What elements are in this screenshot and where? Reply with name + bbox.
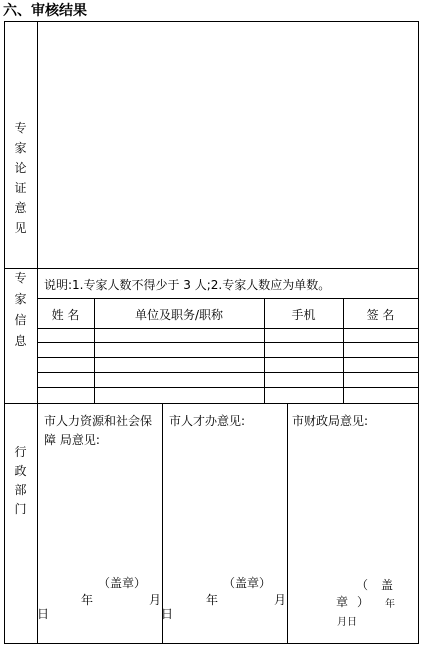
hr-day: 日 [37, 607, 50, 621]
talent-day: 日 [161, 607, 174, 621]
expert-opinion-label: 专 家 论 证 意 见 [14, 121, 27, 235]
talent-month: 月 [274, 593, 287, 607]
hr-bureau-opinion-line1: 市人力资源和社会保 [44, 414, 153, 428]
talent-year: 年 [206, 593, 219, 607]
column-header-name: 姓 名 [51, 308, 80, 322]
column-header-phone: 手机 [291, 308, 316, 322]
hr-bureau-opinion-line2: 障 局意见: [44, 433, 100, 447]
section-heading: 六、审核结果 [3, 3, 87, 19]
expert-opinion-area[interactable] [38, 22, 418, 268]
finance-seal-gai: 盖 [381, 578, 394, 592]
hr-year: 年 [81, 593, 94, 607]
talent-office-opinion: 市人才办意见: [169, 414, 246, 428]
finance-year: 年 [385, 599, 395, 610]
column-header-signature: 签 名 [366, 308, 395, 322]
finance-seal-right-paren: ） [357, 595, 370, 609]
expert-info-label: 专 家 信 息 [14, 271, 27, 348]
talent-seal: （盖章） [223, 576, 272, 590]
expert-count-note: 说明:1.专家人数不得少于 3 人;2.专家人数应为单数。 [44, 278, 331, 292]
finance-bureau-opinion: 市财政局意见: [292, 414, 369, 428]
admin-dept-label: 行 政 部 门 [14, 445, 27, 516]
column-header-unit-title: 单位及职务/职称 [134, 308, 224, 322]
finance-month-day: 月日 [337, 617, 357, 628]
hr-seal: （盖章） [98, 576, 147, 590]
finance-seal-zhang: 章 [336, 595, 349, 609]
hr-month: 月 [149, 593, 162, 607]
finance-seal-left-paren: （ [356, 578, 369, 592]
